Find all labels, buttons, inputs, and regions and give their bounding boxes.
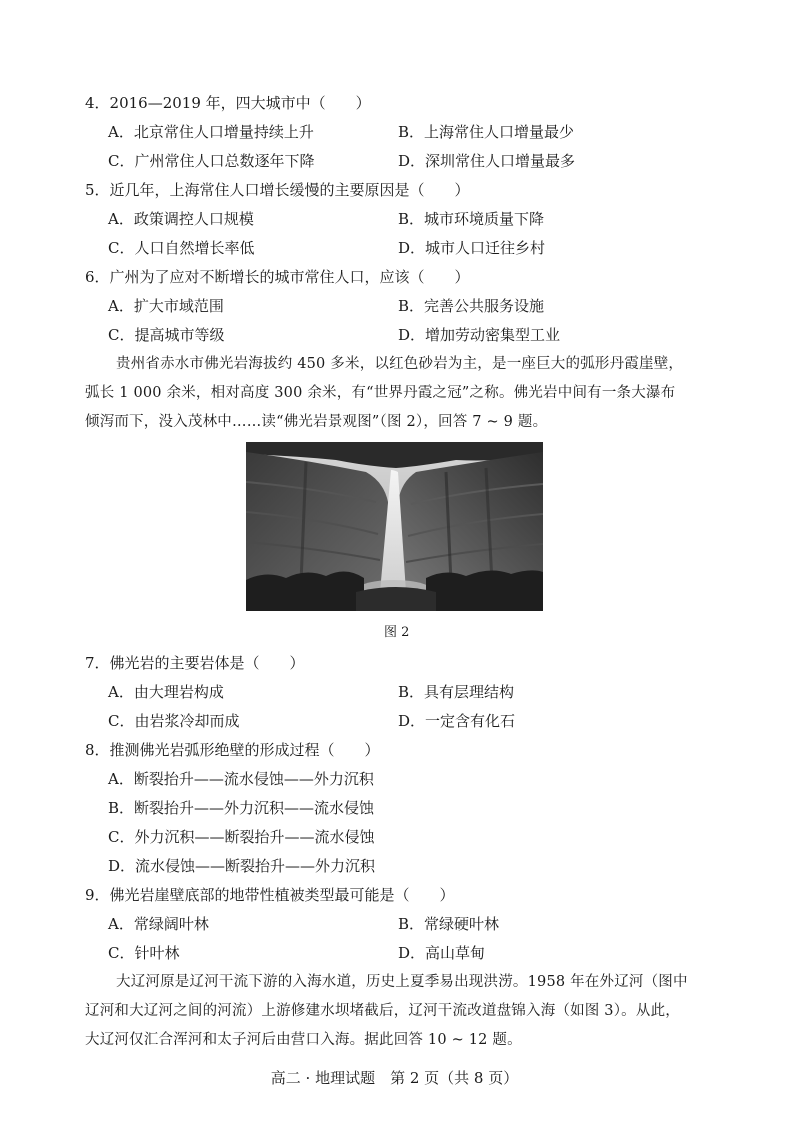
question-8-option-a: A．断裂抬升——流水侵蚀——外力沉积 [108, 770, 374, 788]
question-6-option-d: D．增加劳动密集型工业 [398, 326, 561, 344]
question-7-stem: 7．佛光岩的主要岩体是（ ） [85, 654, 305, 672]
question-9-option-c: C．针叶林 [108, 944, 180, 962]
question-5-option-c: C．人口自然增长率低 [108, 239, 255, 257]
question-9-option-b: B．常绿硬叶林 [398, 915, 500, 933]
question-5-option-a: A．政策调控人口规模 [108, 210, 254, 228]
question-4-option-b: B．上海常住人口增量最少 [398, 123, 575, 141]
question-6-option-c: C．提高城市等级 [108, 326, 225, 344]
question-4-option-d: D．深圳常住人口增量最多 [398, 152, 576, 170]
question-9-option-a: A．常绿阔叶林 [108, 915, 209, 933]
question-5-option-d: D．城市人口迁往乡村 [398, 239, 546, 257]
question-7-option-c: C．由岩浆冷却而成 [108, 712, 240, 730]
question-7-option-a: A．由大理岩构成 [108, 683, 224, 701]
page-footer: 高二 · 地理试题 第 2 页（共 8 页） [270, 1069, 519, 1087]
question-5-stem: 5．近几年，上海常住人口增长缓慢的主要原因是（ ） [85, 181, 470, 199]
passage-2-line-3: 大辽河仅汇合浑河和太子河后由营口入海。据此回答 10 ~ 12 题。 [85, 1032, 522, 1048]
question-4-stem: 4．2016—2019 年，四大城市中（ ） [85, 94, 371, 112]
question-4-option-c: C．广州常住人口总数逐年下降 [108, 152, 315, 170]
question-7-option-b: B．具有层理结构 [398, 683, 515, 701]
question-5-option-b: B．城市环境质量下降 [398, 210, 545, 228]
question-8-option-d: D．流水侵蚀——断裂抬升——外力沉积 [108, 857, 376, 875]
question-6-stem: 6．广州为了应对不断增长的城市常住人口，应该（ ） [85, 268, 470, 286]
passage-1-line-2: 弧长 1 000 余米，相对高度 300 余米，有“世界丹霞之冠”之称。佛光岩中间有一条大瀑布 [85, 385, 676, 401]
passage-1-line-1: 贵州省赤水市佛光岩海拔约 450 多米，以红色砂岩为主，是一座巨大的弧形丹霞崖壁， [116, 356, 684, 372]
question-8-option-b: B．断裂抬升——外力沉积——流水侵蚀 [108, 799, 375, 817]
question-9-stem: 9．佛光岩崖壁底部的地带性植被类型最可能是（ ） [85, 886, 455, 904]
question-9-option-d: D．高山草甸 [398, 944, 486, 962]
passage-2-line-2: 辽河和大辽河之间的河流）上游修建水坝堵截后，辽河干流改道盘锦入海（如图 3）。从此， [85, 1003, 680, 1019]
passage-2-line-1: 大辽河原是辽河干流下游的入海水道，历史上夏季易出现洪涝。1958 年在外辽河（图中 [116, 974, 688, 990]
figure-2-caption: 图 2 [384, 625, 410, 640]
question-4-option-a: A．北京常住人口增量持续上升 [108, 123, 314, 141]
foguangyan-landscape-photo [246, 442, 543, 611]
question-8-stem: 8．推测佛光岩弧形绝壁的形成过程（ ） [85, 741, 380, 759]
question-7-option-d: D．一定含有化石 [398, 712, 516, 730]
question-6-option-a: A．扩大市域范围 [108, 297, 224, 315]
question-8-option-c: C．外力沉积——断裂抬升——流水侵蚀 [108, 828, 375, 846]
question-6-option-b: B．完善公共服务设施 [398, 297, 545, 315]
passage-1-line-3: 倾泻而下，没入茂林中……读“佛光岩景观图”（图 2），回答 7 ~ 9 题。 [85, 414, 548, 430]
